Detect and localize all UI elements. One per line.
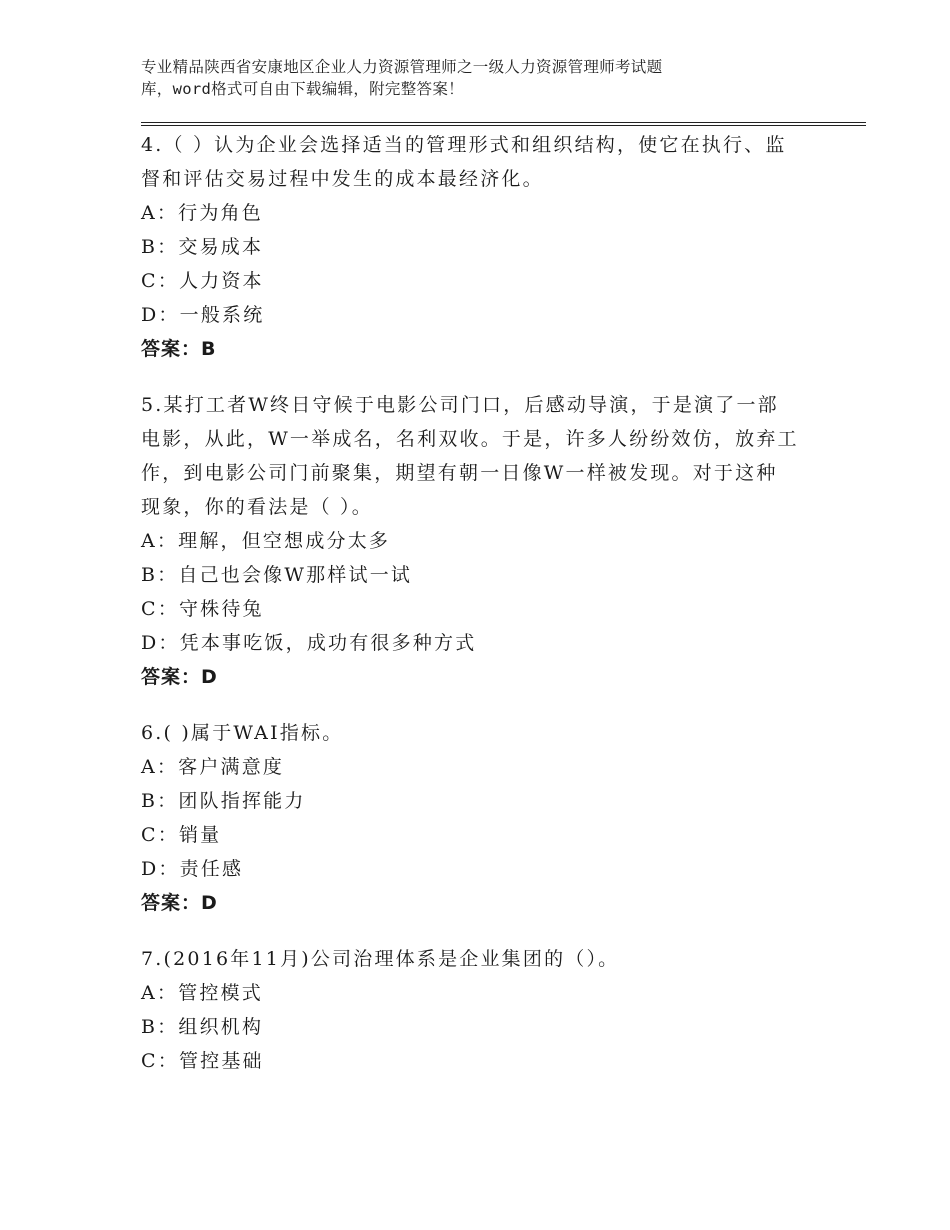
question-list bbox=[141, 128, 841, 1100]
answer-label: 答案：D bbox=[141, 666, 218, 688]
option-c: C：守株待兔 bbox=[141, 598, 264, 620]
option-c: C：管控基础 bbox=[141, 1050, 264, 1072]
question-text-line: 5.某打工者W终日守候于电影公司门口，后感动导演，于是演了一部 bbox=[141, 394, 779, 416]
option-d: D：一般系统 bbox=[141, 304, 265, 326]
option-a: A：行为角色 bbox=[141, 202, 263, 224]
question-text-line: 督和评估交易过程中发生的成本最经济化。 bbox=[141, 168, 544, 190]
option-c: C：人力资本 bbox=[141, 270, 264, 292]
header-divider-bottom bbox=[141, 125, 866, 126]
question-text-line: 现象，你的看法是（ ）。 bbox=[141, 496, 373, 518]
option-c: C：销量 bbox=[141, 824, 222, 846]
header-divider-top bbox=[141, 122, 866, 123]
question-4 bbox=[141, 128, 841, 366]
header-line-1: 专业精品陕西省安康地区企业人力资源管理师之一级人力资源管理师考试题 bbox=[141, 58, 663, 76]
question-7 bbox=[141, 942, 841, 1078]
question-6 bbox=[141, 716, 841, 920]
question-text-line: 7.(2016年11月)公司治理体系是企业集团的（）。 bbox=[141, 948, 620, 970]
option-d: D：凭本事吃饭，成功有很多种方式 bbox=[141, 632, 477, 654]
question-text-line: 6.( )属于WAI指标。 bbox=[141, 722, 344, 744]
option-b: B：交易成本 bbox=[141, 236, 264, 258]
option-b: B：自己也会像W那样试一试 bbox=[141, 564, 413, 586]
question-text-line: 电影，从此，W一举成名，名利双收。于是，许多人纷纷效仿，放弃工 bbox=[141, 428, 799, 450]
option-a: A：理解，但空想成分太多 bbox=[141, 530, 391, 552]
option-a: A：客户满意度 bbox=[141, 756, 285, 778]
header-line-2: 库，word格式可自由下载编辑，附完整答案！ bbox=[141, 80, 464, 98]
question-5 bbox=[141, 388, 841, 694]
document-header bbox=[141, 56, 821, 100]
question-text-line: 4.（ ）认为企业会选择适当的管理形式和组织结构，使它在执行、监 bbox=[141, 134, 787, 156]
option-b: B：组织机构 bbox=[141, 1016, 264, 1038]
answer-label: 答案：D bbox=[141, 892, 218, 914]
option-b: B：团队指挥能力 bbox=[141, 790, 306, 812]
option-d: D：责任感 bbox=[141, 858, 244, 880]
option-a: A：管控模式 bbox=[141, 982, 263, 1004]
question-text-line: 作，到电影公司门前聚集，期望有朝一日像W一样被发现。对于这种 bbox=[141, 462, 778, 484]
answer-label: 答案：B bbox=[141, 338, 217, 360]
